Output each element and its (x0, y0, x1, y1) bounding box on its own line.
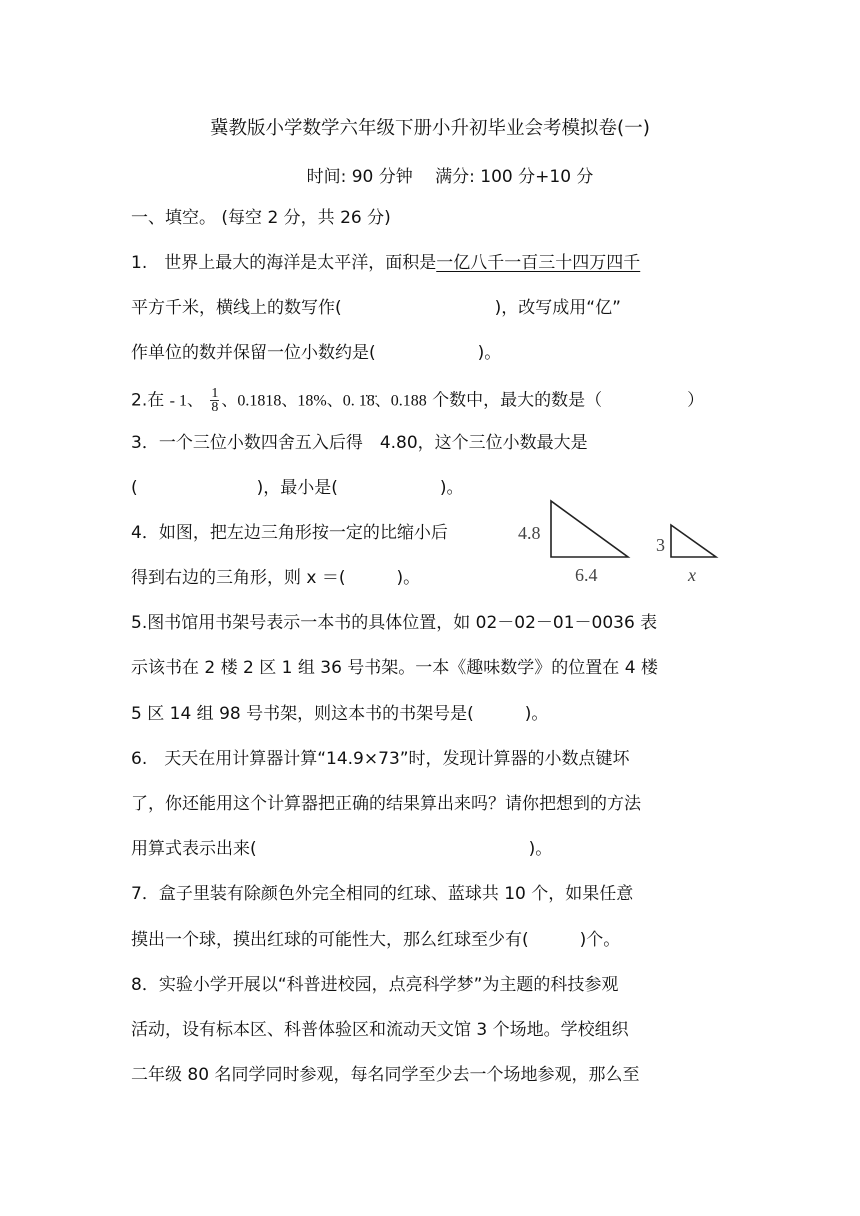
q2-option-neg1: - 1、 (169, 392, 203, 410)
large-triangle-height-label: 4.8 (518, 523, 541, 543)
q1-line1-text: 1. 世界上最大的海洋是太平洋，面积是 (131, 253, 437, 273)
q5-line1: 5.图书馆用书架号表示一本书的具体位置，如 02－02－01－0036 表 (131, 613, 658, 633)
q2-suffix: 个数中，最大的数是（ ） (432, 390, 705, 411)
q7-line2: 摸出一个球，摸出红球的可能性大，那么红球至少有( )个。 (131, 930, 621, 950)
q3-line2: ( )，最小是( )。 (131, 478, 464, 498)
q8-line1: 8．实验小学开展以“科普进校园，点亮科学梦”为主题的科技参观 (131, 975, 619, 995)
q5-line2: 示该书在 2 楼 2 区 1 组 36 号书架。一本《趣味数学》的位置在 4 楼 (131, 658, 658, 678)
exam-subtitle: 时间: 90 分钟 满分: 100 分+10 分 (306, 167, 594, 187)
q1-line2: 平方千米，横线上的数写作( )，改写成用“亿” (131, 298, 621, 318)
q7-line1: 7．盒子里装有除颜色外完全相同的红球、蓝球共 10 个，如果任意 (131, 884, 634, 904)
q4-triangles-figure (515, 495, 730, 587)
q4-line2: 得到右边的三角形，则 x ＝( )。 (131, 568, 421, 588)
small-triangle (671, 525, 716, 557)
q2-line (131, 387, 704, 414)
q1-line3: 作单位的数并保留一位小数约是( )。 (131, 343, 502, 363)
small-triangle-height-label: 3 (656, 535, 665, 555)
section-heading: 一、填空。 (每空 2 分，共 26 分) (131, 208, 391, 228)
large-triangle (551, 501, 628, 557)
q2-fraction (210, 387, 219, 414)
q6-line2: 了，你还能用这个计算器把正确的结果算出来吗？请你把想到的方法 (131, 794, 641, 814)
q8-line2: 活动，设有标本区、科普体验区和流动天文馆 3 个场地。学校组织 (131, 1020, 629, 1040)
q1-line1 (131, 253, 640, 273)
q1-underlined-number: 一亿八千一百三十四万四千 (436, 253, 641, 273)
q2-frac-numerator: 1 (211, 386, 219, 401)
q5-line3: 5 区 14 组 98 号书架，则这本书的书架号是( )。 (131, 704, 549, 724)
q4-line1: 4．如图，把左边三角形按一定的比缩小后 (131, 523, 448, 543)
q6-line1: 6. 天天在用计算器计算“14.9×73”时，发现计算器的小数点键坏 (131, 749, 630, 769)
q8-line3: 二年级 80 名同学同时参观，每名同学至少去一个场地参观，那么至 (131, 1065, 640, 1085)
q6-line3: 用算式表示出来( )。 (131, 839, 553, 859)
q3-line1: 3．一个三位小数四舍五入后得 4.80，这个三位小数最大是 (131, 433, 588, 453)
q2-options-rest: 、0.1818、18%、0. 1̇8̈、0.188 (221, 392, 427, 410)
q2-frac-denominator: 8 (211, 400, 219, 415)
small-triangle-base-label: x (688, 565, 696, 585)
q2-prefix: 2.在 (131, 390, 165, 411)
exam-title: 冀教版小学数学六年级下册小升初毕业会考模拟卷(一) (210, 118, 650, 139)
large-triangle-base-label: 6.4 (575, 565, 598, 585)
